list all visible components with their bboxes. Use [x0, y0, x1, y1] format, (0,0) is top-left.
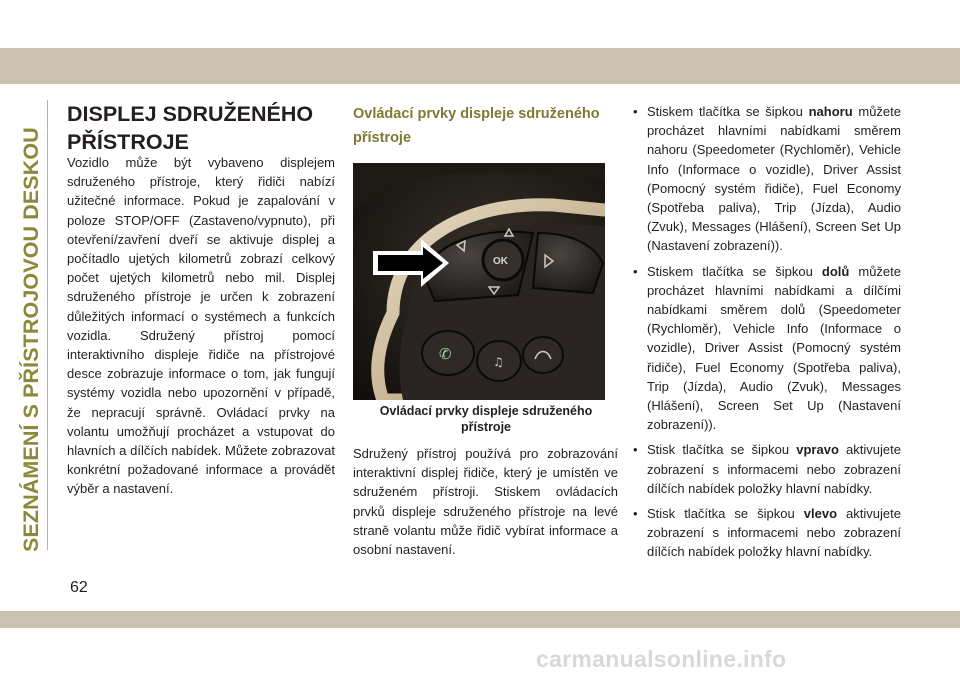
bullet-glyph: •	[633, 263, 638, 279]
ok-button-label: OK	[493, 256, 508, 267]
music-icon: ♫	[493, 355, 504, 369]
middle-paragraph: Sdružený přístroj používá pro zobrazování interaktivní displej řidiče, který je umístěn ve sdruženém přístroji. Stiskem ovládacích prvků displeje sdruženého přístroje na levé straně volantu může řidič vybírat informace a osobní nastavení.	[353, 446, 618, 558]
set-button	[523, 337, 563, 373]
steering-wheel-controls-figure	[353, 163, 605, 400]
top-band	[0, 48, 960, 84]
list-item	[633, 504, 901, 562]
watermark: carmanualsonline.info	[536, 646, 787, 672]
sidebar-section-title: SEZNÁMENÍ S PŘÍSTROJOVOU DESKOU	[19, 127, 43, 552]
bullet-glyph: •	[633, 104, 638, 119]
list-item	[633, 102, 901, 256]
keyword-right: vpravo	[796, 442, 839, 458]
list-item	[633, 262, 901, 435]
keyword-up: nahoru	[808, 104, 853, 119]
bullet-text-end: můžete procházet hlavními nabídkami a dílčími nabídkami směrem dolů (Speedometer (Rychloměr), Vehicle Info (Informace o vozidle), Driver Assist (Pomocný systém řidiče), Fuel Economy (Spotřeba paliva), Trip (Jízda), Audio (Zvuk), Messages (Hlášení), Screen Set Up (Nastavení zobrazení)).	[647, 263, 901, 433]
keyword-left: vlevo	[803, 506, 838, 522]
arrow-button-list	[633, 102, 901, 562]
bullet-glyph: •	[633, 506, 638, 522]
phone-icon: ✆	[439, 345, 452, 363]
bullet-text-end: můžete procházet hlavními nabídkami směrem nahoru (Speedometer (Rychloměr), Vehicle Info (Informace o vozidle), Driver Assist (Pomocný systém řidiče), Fuel Economy (Spotřeba paliva), Trip (Jízda), Audio (Zvuk), Messages (Hlášení), Screen Set Up (Nastavení zobrazení)).	[647, 104, 902, 254]
steering-wheel-illustration	[353, 163, 605, 400]
page-title: DISPLEJ SDRUŽENÉHO PŘÍSTROJE	[67, 102, 314, 154]
bullet-text-end: aktivujete zobrazení s informacemi nebo zobrazení dílčích nabídek položky hlavní nabídky.	[647, 442, 901, 496]
bullet-glyph: •	[633, 442, 638, 458]
bullet-text-start: Stisk tlačítka se šipkou	[647, 442, 797, 458]
bullet-text-start: Stiskem tlačítka se šipkou	[647, 104, 809, 119]
intro-paragraph: Vozidlo může být vybaveno displejem sdruženého přístroje, který řidiči nabízí užitečné informace. Pokud je zapalování v poloze STOP/OFF (Zastaveno/vypnuto), při otevření/zavření dveří se aktivuje displej a počítadlo ujetých kilometrů zobrazí celkový počet ujetých kilometrů nebo mil. Displej sdruženého přístroje je určen k zobrazení důležitých informací o systémech a funkcích vozidla. Sdružený přístroj pomocí interaktivního displeje řidiče na přístrojové desce zobrazuje informace o tom, jak fungují systémy vozidla nebo upozornění v případě, že nepracují správně. Ovládací prvky na volantu umožňují procházet a vstupovat do hlavních a dílčích nabídek. Můžete zobrazovat konkrétní požadované informace a provádět výběr a nastavení.	[67, 155, 335, 497]
bullet-text-start: Stisk tlačítka se šipkou	[647, 506, 804, 522]
right-column	[633, 102, 901, 568]
keyword-down: dolů	[821, 263, 850, 279]
bullet-text-start: Stiskem tlačítka se šipkou	[647, 263, 822, 279]
figure-caption: Ovládací prvky displeje sdruženého přístroje	[379, 404, 593, 434]
bottom-band	[0, 611, 960, 628]
list-item	[633, 440, 901, 498]
sidebar-divider	[47, 100, 48, 550]
bullet-text-end: aktivujete zobrazení s informacemi nebo zobrazení dílčích nabídek položky hlavní nabídky.	[647, 506, 901, 560]
page-number: 62	[70, 579, 88, 596]
section-heading: Ovládací prvky displeje sdruženého přístroje	[353, 106, 600, 146]
